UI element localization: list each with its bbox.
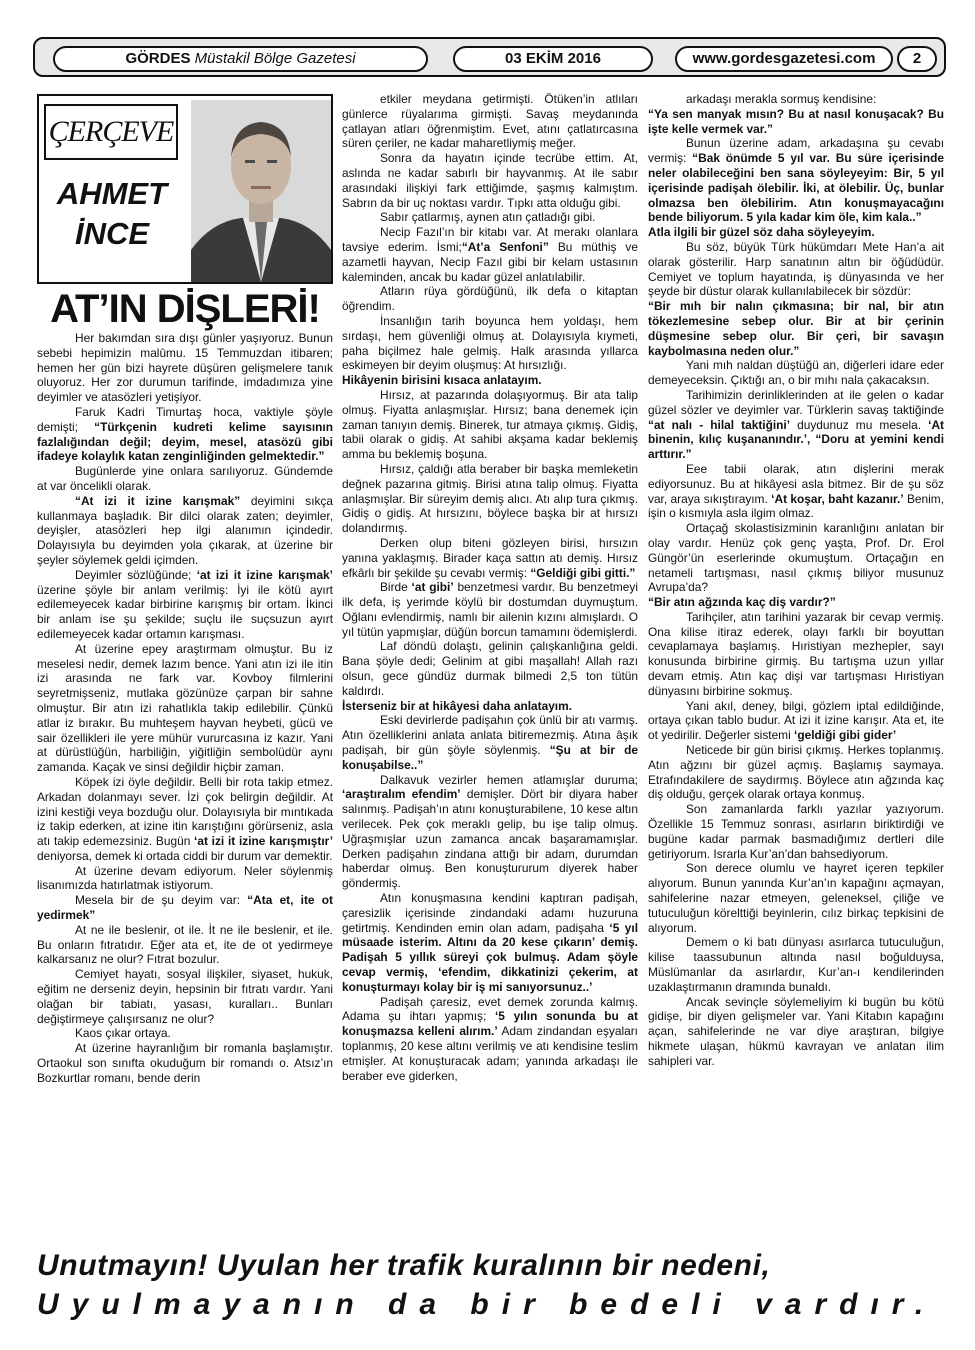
bold-text: “Bak önümde 5 yıl var. Bu süre içerisinde neler olabileceğini ben sana söyleyeyim: Bir, 5 yıl içerisinde padişah ölebilir. İki, at ölebilir. Üç, bunlar olmazsa ben ölebilirim. Atın konuşmayacağını bende biliyorum. 5 yıla kadar kim öle, kim kala..”	[648, 151, 944, 225]
body-text: At üzerine epey araştırmam olmuştur. Bu iz meselesi nedir, demek lazım bence. Yani atın izi ile itin izi arasında ne fark var. Kovboy filmlerini seyretmişseniz, mutlaka gözünüze çarpan bir sahne olmuştur. Bir atın izi rahatlıkla takip edilebilir. Çünkü atlar iz bırakır. Bu muhteşem hayvan heybeti, gücü ve sair özellikleri ile yere mühür vururcasına iz kazır. Yani at dürüstlüğün, harbiliğin, yiğitliğin sembolüdür aynı zamanda. Kaçak ve sinsi değildir hiçbir zaman.	[37, 641, 333, 775]
article-paragraph	[342, 995, 638, 1084]
article-paragraph	[342, 773, 638, 891]
column-brand-label: ÇERÇEVE	[48, 115, 174, 148]
author-name	[43, 174, 181, 254]
bold-text: Atla ilgili bir güzel söz daha söyleyeyim.	[648, 225, 875, 240]
body-text: At üzerine devam ediyorum. Neler söylenmiş lisanımızda hatırlatmak istiyorum.	[37, 863, 333, 893]
article-paragraph	[342, 92, 638, 151]
author-first-name: AHMET	[56, 176, 168, 211]
body-text: Bu müthiş ve azametli hayvan, Necip Fazıl gibi bir kelam ustasının kaleminden, ancak bu kadar güzel anlatılabilir.	[342, 239, 638, 284]
bold-text: “Şu at bir de konuşabilse..”	[342, 743, 638, 772]
article-paragraph	[648, 225, 944, 240]
body-text: arkadaşı merakla sormuş kendisine:	[686, 92, 877, 106]
body-text: Deyimler sözlüğünde;	[75, 567, 197, 582]
body-text: Bu söz, büyük Türk hükümdarı Mete Han’a ait olarak gösterilir. Harp sanatının altın bir öğüdüdür. Cemiyet ve toplum hayatında, iş dünyasında ve her şeyde bir düstur olarak kullanılabilecek bir sözdür:	[648, 239, 944, 299]
body-text: Hırsız, çaldığı atla beraber bir başka memleketin değnek pazarına gitmiş. Birisi atına talip olmuş. Fiyatta anlaşmışlar. Bir süreyim demiş alıcı. Atı alıp tura çıkmış. Gidiş o gidiş. At hırsızını, böylece başka bir at hırsızı dolandırmış.	[342, 461, 638, 536]
article-paragraph	[342, 373, 638, 388]
column-brand	[44, 104, 178, 160]
article-paragraph	[37, 967, 333, 1026]
body-text: Derken olup biteni gözleyen birisi, hırsızın yanına yaklaşmış. Birader kaça sattın atı demiş. Hırsız efkârlı bir şekilde şu cevabı vermiş:	[342, 535, 638, 580]
body-text: Tarihimizin derinliklerinden at ile gelen o kadar güzel sözler ve deyimler var. Türklerin savaş taktiğinde	[648, 387, 944, 417]
article-paragraph	[37, 923, 333, 967]
website-link[interactable]: www.gordesgazetesi.com	[675, 46, 893, 72]
body-text: benzetmesi vardır. Bu benzetmeyi ilk defa, iş yerimde köylü bir dostumdan duymuştum. Oğlanı evlendirmiş, namlı bir ailenin kızını almışlardı. O yıl tütün yapmışlar, düğün borcun tamamını ödemişlerdi.	[342, 580, 638, 639]
article-column-2	[342, 92, 638, 1237]
body-text: Laf döndü dolaştı, gelinin çalışkanlığına geldi. Bana şöyle dedi; Gelinim at gibi maşallah! Allah razı olsun, gece gündüz durmak bilmedi 2,5 ton tütün kaldırdı.	[342, 639, 638, 698]
body-text: Faruk Kadri Timurtaş hoca, vaktiyle şöyle demişti;	[37, 404, 333, 434]
article-paragraph	[342, 225, 638, 284]
body-text: demişler. Dört bir diyara haber salınmış. Padişah’ın atını konuşturabilene, 10 kese altın verilecek. Pek çok meraklı gelip, bu işe talip olmuş. Uğraşmışlar uzun zamanca ancak başaramamışlar. Derken padişahın zindana attığı bir adam, durumdan haberdar olmuş. Ben konuştururum diyerek haber göndermiş.	[342, 787, 638, 891]
body-text: At üzerine hayranlığım bir romanla başlamıştır. Ortaokul son sınıfta okuduğum bir romandı o. Atsız’ın Bozkurtlar romanı, bende derin	[37, 1041, 333, 1085]
body-text: Birde	[380, 580, 412, 595]
article-paragraph	[648, 299, 944, 358]
bold-text: ‘at izi it izine karışmıştır’	[194, 834, 333, 849]
article-paragraph	[342, 891, 638, 995]
bold-text: ‘araştıralım efendim’	[342, 787, 461, 802]
article-paragraph	[342, 580, 638, 639]
article-paragraph	[648, 107, 944, 137]
author-box	[37, 94, 333, 284]
author-photo	[191, 100, 331, 282]
newspaper-name-rest: Müstakil Bölge Gazetesi	[194, 50, 356, 67]
bold-text: ‘At koşar, baht kazanır.’	[771, 491, 904, 506]
article-paragraph	[648, 861, 944, 935]
article-paragraph	[37, 1041, 333, 1085]
bold-text: “Ya sen manyak mısın? Bu at nasıl konuşacak? Bu işte kelle vermek var.”	[648, 106, 944, 136]
body-text: Eski devirlerde padişahın çok ünlü bir atı varmış. Atın özelliklerini anlata anlata bitiremezmiş. Atına âşık padişah, bir gün şöyle söylenmiş.	[342, 713, 638, 758]
body-text: İnsanlığın tarih boyunca hem yoldaşı, hem sırdaşı, hem güvenliği olmuş at. Dolayısıyla kıymeti, paha biçilmez hale gelmiş. Halk arasında yıllarca eskimeyen bir deyim oluşmuş: At hırsızlığı.	[342, 313, 638, 373]
body-text: Yani akıl, deney, bilgi, gözlem iptal edildiğinde, ortaya çıkan tablo budur. At izi it izine karışır. Ata et, ite ot yedirilir. Değerler sistemi	[648, 698, 944, 743]
body-text: Ancak sevinçle söylemeliyim ki bugün bu kötü gidişe, bir diyen gelişmeler var. Yani Kitabın kapağını açan, sahifelerinde ne var diye araştıran, bilgiye hikmete ulaşan, hükmü kavrayan ve anlatan ilim sahipleri var.	[648, 994, 944, 1068]
body-text: Neticede bir gün birisi çıkmış. Herkes toplanmış. Atın ağzını bir güzel açmış. Başlamış saymaya. Etrafındakilere de saydırmış. Böylece atın ağzında kaç diş olduğu, gerçek olarak ortaya konmuş.	[648, 743, 944, 802]
footer-slogan-line-2: Uyulmayanın da bir bedeli vardır.	[37, 1288, 937, 1321]
article-paragraph	[648, 743, 944, 802]
bold-text: “Ata et, ite ot yedirmek”	[37, 893, 333, 923]
page-header	[33, 37, 946, 77]
body-text: Her bakımdan sıra dışı günler yaşıyoruz. Bunun sebebi hepimizin malûmu. 15 Temmuzdan itibaren; hemen her gün bizi hayrete düşüren gelişmelere tanık oluyoruz. Her zor durumun tarifinde, imdadımıza yine deyimler ve atasözleri yetişiyor.	[37, 331, 333, 405]
body-text: Sabır çatlarmış, aynen atın çatladığı gibi.	[380, 210, 596, 225]
article-paragraph	[342, 210, 638, 225]
body-text: Son zamanlarda farklı yazılar yazıyorum. Özellikle 15 Temmuz sonrası, asırların biriktirdiği ve bugüne kadar parmak basmadığımız dertleri dile getiriyorum. Israrla Kur’an’dan bahsediyorum.	[648, 802, 944, 861]
article-paragraph	[342, 462, 638, 536]
bold-text: “At’a Senfoni”	[461, 239, 549, 254]
body-text: etkiler meydana getirmişti. Ötüken’in atlıları günlerce rüyalarıma girmişti. Savaş meydanında çatlayan atları öğrenmiştim. Evet, atını çatlatırcasına süren çeriler, ne kadar maharetliymiş meğer.	[342, 92, 638, 151]
bold-text: ‘5 yılın sonunda bu at konuşmazsa kelleni alırım.’	[342, 1009, 638, 1039]
body-text: Sonra da hayatın içinde tecrübe ettim. At, aslında ne kadar sabırlı bir hayvanmış. At ile sabır arasındaki ilişkiyi fark ettiğimde, şaşmış kalmıştım. Sabrın da bir uç noktası vardır. Tıpkı atta olduğu gibi.	[342, 151, 638, 210]
body-text: Adam zindandan eşyaları toplanmış, 20 kese altını verilmiş ve atı kendisine teslim etmişler. At konuşturacak adam; yanında arkadaşı ile beraber eve giderken,	[342, 1024, 638, 1083]
bold-text: “Bir mıh bir nalın çıkmasına; bir nal, bir atın tökezlemesine sebep olur. Bir at bir çerinin düşmesine sebep olur. Bir çeri, bir savaşın kaybolmasına neden olur.”	[648, 299, 944, 358]
article-paragraph	[648, 595, 944, 610]
article-paragraph	[342, 713, 638, 772]
article-paragraph	[37, 864, 333, 894]
article-paragraph	[648, 462, 944, 521]
body-text: At ne ile beslenir, ot ile. İt ne ile beslenir, et ile. Bu onların fıtratıdır. Eğer ata et, ite de ot yedirmeye kalkarsanız ne olur? Fıtrat bozulur.	[37, 922, 333, 967]
article-paragraph	[648, 610, 944, 699]
body-text: Ortaçağ skolastisizminin karanlığını anlatan bir olay vardır. Henüz çok genç yaşta, Prof. Dr. Erol Güngör’ün eserlerinde okumuştum. Ortaçağın en netameli tartışması, nasıl çıkmış biliyor musunuz Avrupa’da?	[648, 521, 944, 595]
article-paragraph	[648, 240, 944, 299]
article-paragraph	[342, 388, 638, 462]
bold-text: İsterseniz bir at hikâyesi daha anlatayım.	[342, 698, 572, 713]
bold-text: ‘geldiği gibi gider’	[794, 728, 897, 743]
author-photo-image	[191, 100, 331, 282]
article-paragraph	[37, 642, 333, 775]
body-text: deniyorsa, demek ki ortada ciddi bir durum var demektir.	[37, 848, 333, 863]
article-paragraph	[37, 775, 333, 864]
body-text: duydunuz mu mesela.	[790, 417, 929, 432]
article-column-1	[37, 331, 333, 1231]
bold-text: ‘at gibi’	[411, 580, 454, 595]
bold-text: “Geldiği gibi gitti.”	[530, 565, 636, 580]
bold-text: ‘at izi it izine karışmak’	[196, 567, 333, 582]
footer-slogan-line-1: Unutmayın! Uyulan her trafik kuralının bir nedeni,	[37, 1249, 771, 1282]
body-text: Tarihçiler, atın tarihini yazarak bir cevap vermiş. Ona kilise itiraz ederek, olayı farklı bir boyuttan cevaplamaya başlamış. Hıristiyan mezhepler, sayı konusunda birbirine girmiş. Bu tartışma uzun yıllar devam etmiş. Atın kaç dişi var tartışması Hıristiyan dünyasını birbirine sokmuş.	[648, 609, 944, 698]
article-paragraph	[648, 521, 944, 595]
article-paragraph	[648, 935, 944, 994]
article-paragraph	[37, 464, 333, 494]
article-paragraph	[37, 1026, 333, 1041]
body-text: Atın konuşmasına kendini kaptıran padişah, çaresizlik içerisinde zindandaki adamı huzuruna getirtmiş. Kendinden emin olan adam, padişaha	[342, 891, 638, 935]
bold-text: “Türkçenin kudreti kelime sayısının fazlalığından değil; deyim, mesel, atasözü gibi ifadeye kolaylık katan zenginliğinden gelmektedir.”	[37, 419, 333, 464]
bold-text: “at nalı - hilal taktiğini’	[648, 417, 791, 432]
body-text: Dalkavuk vezirler hemen atlamışlar duruma;	[380, 772, 638, 787]
article-paragraph	[342, 284, 638, 314]
body-text: Padişah çaresiz, evet demek zorunda kalmış. Adama şu ihtarı yapmış;	[342, 994, 638, 1024]
body-text: Bugünlerde yine onlara sarılıyoruz. Gündemde at var öncelikli olarak.	[37, 464, 333, 493]
bold-text: “At izi it izine karışmak”	[75, 493, 241, 508]
article-paragraph	[342, 314, 638, 373]
body-text: Cemiyet hayatı, sosyal ilişkiler, siyaset, hukuk, eğitim ne derseniz deyin, hepsinin bir fıtratı vardır. Yani olağan bir tabiatı, yasası, kuralları.. Bunları değiştirmeye çalışırsanız ne olur?	[37, 967, 333, 1026]
body-text: deyimini sıkça kullanmaya başladık. Bir dilci olarak zaten; deyimler, deyişler, atasözleri hep ilgi alanımın içindedir. Dolayısıyla bu deyimden yola çıkarak, at üzerine bir şeyler söylemek geldi içimden.	[37, 493, 333, 567]
article-paragraph	[648, 995, 944, 1069]
article-paragraph	[648, 358, 944, 388]
body-text: Bunun üzerine adam, arkadaşına şu cevabı vermiş:	[648, 136, 944, 166]
article-paragraph	[648, 92, 944, 107]
bold-text: Hikâyenin birisini kısaca anlatayım.	[342, 373, 542, 388]
article-paragraph	[37, 405, 333, 464]
article-paragraph	[37, 494, 333, 568]
body-text: Benim, işin o kısmıyla asla ilgim olmaz.	[648, 491, 944, 521]
article-paragraph	[648, 802, 944, 861]
page-number: 2	[897, 46, 937, 72]
article-paragraph	[342, 639, 638, 698]
body-text: Necip Fazıl’ın bir kitabı var. At merakı olanlara tavsiye ederim. İsmi;	[342, 225, 638, 254]
body-text: Eee tabii olarak, atın dişlerini merak ediyorsunuz. Bu at hikâyesi asla bitmez. Bir de şu söz var, araya sıkıştırayım.	[648, 461, 944, 506]
article-paragraph	[648, 388, 944, 462]
body-text: Hırsız, at pazarında dolaşıyormuş. Bir ata talip olmuş. Fiyatta anlaşmışlar. Hırsız; bana denemek için zaman tanıyın demiş. Binerek, tur atmaya çıkmış. Gidiş, tabii olarak o gidiş. At sahibi akşama kadar beklemiş amma bu beklemiş boşuna.	[342, 387, 638, 462]
author-last-name: İNCE	[74, 216, 150, 251]
bold-text: ‘At binenin, kılıç kuşananındır.’, “Doru at yemini kendi arttırır.”	[648, 417, 944, 462]
bold-text: ‘5 yıl müsaade isterim. Altını da 20 kese çıkarın’ demiş. Padişah 5 yıllık süreyi çok bulmuş. Adam şöyle cevap vermiş, ‘efendim, dikkatinizi çekerim, at konuşturmayı kolay bir iş mi sanıyorsunuz..’	[342, 920, 638, 994]
issue-date: 03 EKİM 2016	[453, 46, 653, 72]
body-text: Demem o ki batı dünyası asırlarca tutuculuğun, kilise taassubunun altında nasıl boğulduysa, Müslümanlar da asırlardır, Kur’an-ı kendilerinden uzaklaştırmanın dramında bunaldı.	[648, 935, 944, 994]
body-text: Yani mıh naldan düştüğü an, diğerleri idare eder demeyeceksin. Çıktığı an, o bir mıhı nala çakacaksın.	[648, 358, 944, 388]
newspaper-name	[53, 46, 428, 72]
article-paragraph	[342, 536, 638, 580]
article-paragraph	[37, 331, 333, 405]
bold-text: “Bir atın ağzında kaç diş vardır?”	[648, 595, 836, 610]
body-text: Köpek izi öyle değildir. Belli bir rota takip etmez. Arkadan dolanmayı sever. İzi çok belirgin değildir. At izini kestiği veya bozduğu olur. Dolayısıyla bir mıntıkada iz takip ederken, at izine itin karıştığını görürseniz, asla atı takip edemezsiniz. Bugün	[37, 774, 333, 849]
article-paragraph	[648, 136, 944, 225]
article-paragraph	[342, 151, 638, 210]
newspaper-name-bold: GÖRDES	[125, 50, 191, 67]
article-paragraph	[37, 568, 333, 642]
body-text: Son derece olumlu ve hayret içeren tepkiler alıyorum. Bunun yanında Kur’an’ın kapağını açmayan, sahifelerine nazar etmeyen, geleneksel, çiliğe ve tutuculuğun körelttiği beyinlerin, cılız birkaç tepkisini de alıyorum.	[648, 861, 944, 935]
body-text: Kaos çıkar ortaya.	[75, 1026, 171, 1041]
body-text: Mesela bir de şu deyim var:	[75, 893, 248, 908]
body-text: Atların rüya gördüğünü, ilk defa o kitaptan öğrendim.	[342, 284, 638, 314]
article-column-3	[648, 92, 944, 1237]
article-paragraph	[37, 893, 333, 923]
article-paragraph	[342, 699, 638, 714]
article-paragraph	[648, 699, 944, 743]
body-text: üzerine şöyle bir anlam verilmiş: İyi ile kötü ayırt edilemeyecek kadar birbirine karışmış bir ortam. İkinci bir anlam ise şu şekilde; suçlu ile suçsuzun ayırt edilemeyecek kadar ortamın karışması.	[37, 582, 333, 641]
article-title: AT’IN DİŞLERİ!	[50, 287, 320, 331]
